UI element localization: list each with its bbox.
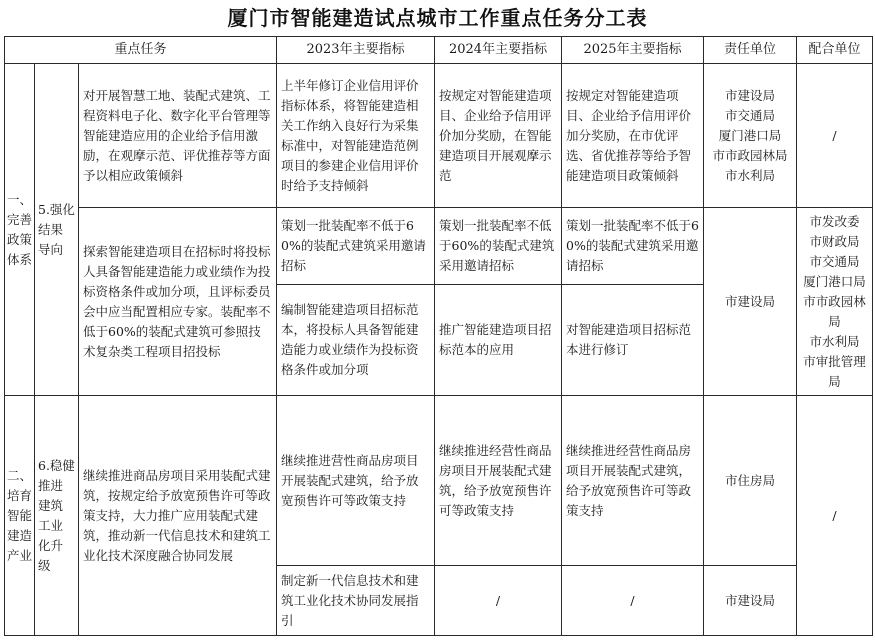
indicator-2024: 继续推进经营性商品房项目开展装配式建筑，给予放宽预售许可等政策支持 — [435, 396, 562, 566]
cooperating-unit: / — [797, 64, 873, 208]
indicator-2023: 编制智能建造项目招标范本，将投标人具备智能建造能力或业绩作为投标资格条件或加分项 — [277, 285, 435, 396]
indicator-2024: 策划一批装配率不低于60%的装配式建筑采用邀请招标 — [435, 208, 562, 285]
header-responsible: 责任单位 — [704, 37, 797, 64]
indicator-2025: 按规定对智能建造项目、企业给予信用评价加分奖励，在市优评选、省优推荐等给予智能建造项目政策倾斜 — [562, 64, 704, 208]
task-table — [4, 36, 873, 636]
cooperating-unit: 市发改委 市财政局 市交通局 厦门港口局 市市政园林局 市水利局 市审批管理局 — [797, 208, 873, 396]
category-cell: 一、完善政策体系 — [5, 64, 35, 396]
header-2024: 2024年主要指标 — [435, 37, 562, 64]
indicator-2024: 推广智能建造项目招标范本的应用 — [435, 285, 562, 396]
table-row — [5, 396, 873, 566]
responsible-unit: 市建设局 — [704, 208, 797, 396]
table-row — [5, 208, 873, 285]
indicator-2025: 对智能建造项目招标范本进行修订 — [562, 285, 704, 396]
cooperating-unit: / — [797, 396, 873, 636]
indicator-2025: 继续推进经营性商品房项目开展装配式建筑，给予放宽预售许可等政策支持 — [562, 396, 704, 566]
header-task: 重点任务 — [5, 37, 277, 64]
task-cell: 继续推进商品房项目采用装配式建筑，按规定给予放宽预售许可等政策支持，大力推广应用装配式建筑，推动新一代信息技术和建筑工业化技术深度融合协同发展 — [79, 396, 277, 636]
header-row — [5, 37, 873, 64]
indicator-2025: / — [562, 566, 704, 636]
responsible-unit: 市建设局 市交通局 厦门港口局 市市政园林局 市水利局 — [704, 64, 797, 208]
indicator-2023: 上半年修订企业信用评价指标体系，将智能建造相关工作纳入良好行为采集标准中，对智能建造范例项目的参建企业信用评价时给予支持倾斜 — [277, 64, 435, 208]
page-title: 厦门市智能建造试点城市工作重点任务分工表 — [227, 6, 648, 30]
task-cell: 对开展智慧工地、装配式建筑、工程资料电子化、数字化平台管理等智能建造应用的企业给予信用激励，在观摩示范、评优推荐等方面予以相应政策倾斜 — [79, 64, 277, 208]
indicator-2024: 按规定对智能建造项目、企业给予信用评价加分奖励，在智能建造项目开展观摩示范 — [435, 64, 562, 208]
header-2025: 2025年主要指标 — [562, 37, 704, 64]
indicator-2023: 继续推进营性商品房项目开展装配式建筑，给予放宽预售许可等政策支持 — [277, 396, 435, 566]
indicator-2025: 策划一批装配率不低于60%的装配式建筑采用邀请招标 — [562, 208, 704, 285]
subtask-cell: 6.稳健推进建筑工业化升级 — [35, 396, 79, 636]
category-cell: 二、培育智能建造产业 — [5, 396, 35, 636]
table-row — [5, 64, 873, 208]
responsible-unit: 市住房局 — [704, 396, 797, 566]
indicator-2023: 策划一批装配率不低于60%的装配式建筑采用邀请招标 — [277, 208, 435, 285]
header-cooperating: 配合单位 — [797, 37, 873, 64]
task-cell: 探索智能建造项目在招标时将投标人具备智能建造能力或业绩作为投标资格条件或加分项，且评标委员会中应当配置相应专家。装配率不低于60%的装配式建筑可参照技术复杂类工程项目招投标 — [79, 208, 277, 396]
indicator-2024: / — [435, 566, 562, 636]
indicator-2023: 制定新一代信息技术和建筑工业化技术协同发展指引 — [277, 566, 435, 636]
header-2023: 2023年主要指标 — [277, 37, 435, 64]
subtask-cell: 5.强化结果导向 — [35, 64, 79, 396]
responsible-unit: 市建设局 — [704, 566, 797, 636]
